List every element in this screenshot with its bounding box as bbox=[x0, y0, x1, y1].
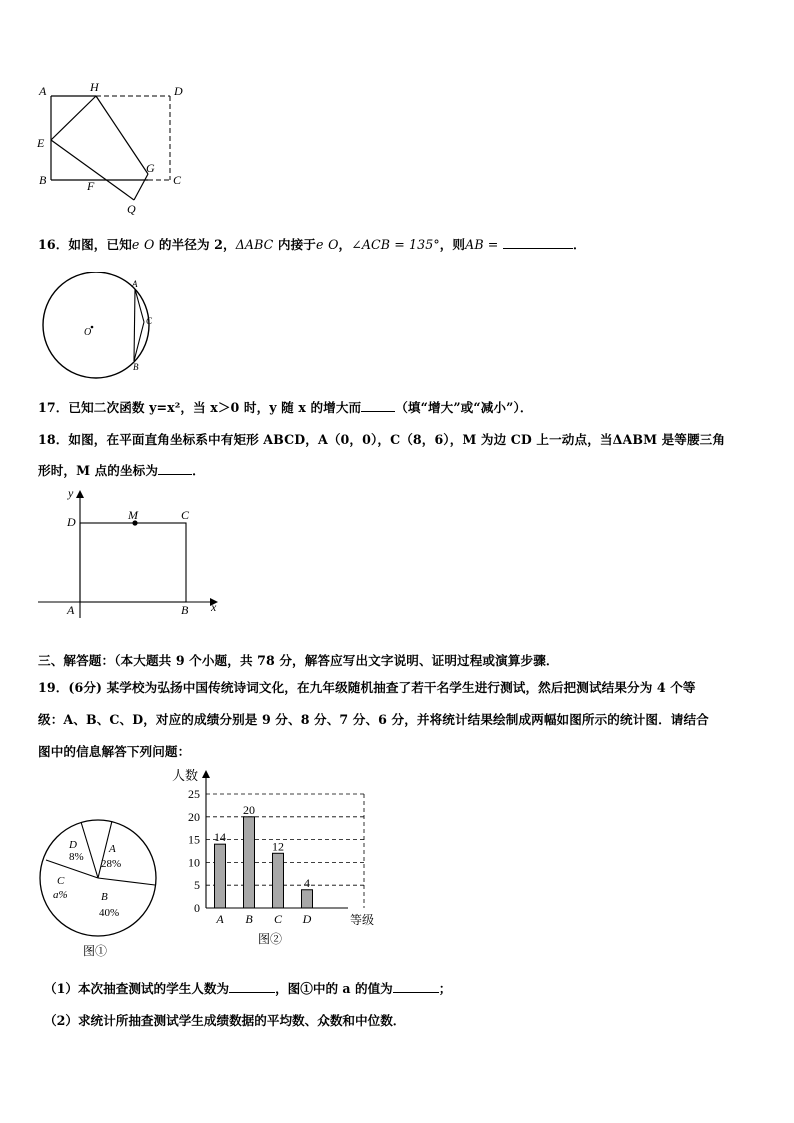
label-A: A bbox=[67, 603, 75, 617]
pie-label-A: A bbox=[109, 843, 116, 855]
label-A: A bbox=[132, 279, 138, 289]
label-B: B bbox=[39, 173, 47, 187]
y-tick-label: 5 bbox=[194, 878, 200, 893]
pie-label-B: B bbox=[101, 891, 108, 903]
section-3-heading: 三、解答题：（本大题共 9 个小题，共 78 分，解答应写出文字说明、证明过程或演算步骤． bbox=[38, 653, 559, 668]
label-C: C bbox=[173, 173, 182, 187]
y-tick-label: 10 bbox=[188, 855, 200, 870]
fold-figure bbox=[30, 78, 200, 218]
label-y: y bbox=[68, 486, 74, 500]
y-axis-arrow bbox=[202, 770, 210, 778]
x-tick-label: B bbox=[245, 912, 253, 926]
label-O: O bbox=[84, 327, 92, 338]
label-x: x bbox=[211, 600, 217, 614]
label-C: C bbox=[181, 508, 190, 522]
answer-blank-19-1[interactable] bbox=[229, 980, 275, 993]
label-D: D bbox=[67, 515, 76, 529]
y-tick-label: 20 bbox=[188, 809, 200, 824]
bar-chart bbox=[168, 762, 388, 950]
pie-label-C: C bbox=[57, 875, 65, 887]
label-E: E bbox=[37, 136, 45, 150]
bar-value-label: 20 bbox=[243, 802, 255, 817]
question-17: 17．已知二次函数 y=x²，当 x＞0 时，y 随 x 的增大而 （填“增大”或“减小”）． bbox=[38, 400, 533, 415]
pie-pct-C: a% bbox=[53, 889, 68, 901]
bar bbox=[273, 853, 284, 908]
pie-chart bbox=[38, 818, 160, 968]
x-axis-label: 等级 bbox=[350, 913, 375, 927]
answer-blank-19-2[interactable] bbox=[393, 980, 439, 993]
y-axis-label: 人数 bbox=[172, 768, 199, 783]
x-tick-label: A bbox=[216, 912, 224, 926]
label-B: B bbox=[181, 603, 189, 617]
label-M: M bbox=[128, 508, 138, 522]
coordinate-figure bbox=[34, 486, 224, 618]
pie-pct-A: 28% bbox=[101, 858, 122, 870]
x-tick-label: C bbox=[273, 912, 283, 926]
pie-label-D: D bbox=[69, 839, 77, 851]
label-B: B bbox=[133, 362, 139, 372]
bar bbox=[244, 817, 255, 908]
pie-pct-D: 8% bbox=[69, 851, 84, 863]
bar bbox=[215, 844, 226, 908]
question-18-line2: 形时，M 点的坐标为 ． bbox=[38, 463, 205, 478]
bar bbox=[302, 890, 313, 908]
fig2-caption: 图② bbox=[258, 932, 283, 946]
answer-blank-18[interactable] bbox=[158, 462, 192, 475]
question-16: 16．如图，已知e O 的半径为 2，ΔABC 内接于e O，∠ACB = 135°，则AB = ． bbox=[38, 237, 586, 252]
bar-value-label: 14 bbox=[214, 830, 226, 845]
label-C: C bbox=[146, 316, 153, 326]
label-D: D bbox=[174, 84, 183, 98]
x-tick-label: D bbox=[302, 912, 312, 926]
y-tick-label: 25 bbox=[188, 787, 200, 801]
question-19-line3: 图中的信息解答下列问题： bbox=[38, 744, 191, 759]
question-18-line1: 18．如图，在平面直角坐标系中有矩形 ABCD，A（0，0），C（8，6），M 为边 CD 上一动点，当ΔABM 是等腰三角 bbox=[38, 432, 726, 447]
label-Q: Q bbox=[127, 202, 136, 216]
y-tick-label: 15 bbox=[188, 832, 200, 847]
pie-pct-B: 40% bbox=[99, 907, 120, 919]
answer-blank-17[interactable] bbox=[361, 399, 395, 412]
label-H: H bbox=[90, 80, 99, 94]
question-19-sub1: （1）本次抽查测试的学生人数为 ，图①中的 a 的值为 ； bbox=[44, 981, 452, 996]
y-tick-label: 0 bbox=[194, 901, 200, 915]
fig1-caption: 图① bbox=[83, 944, 108, 958]
bar-value-label: 4 bbox=[304, 875, 310, 890]
answer-blank-16[interactable] bbox=[503, 236, 573, 249]
label-A: A bbox=[39, 84, 47, 98]
label-G: G bbox=[146, 161, 155, 175]
question-19-line1: 19．(6分) 某学校为弘扬中国传统诗词文化，在九年级随机抽查了若干名学生进行测试，然后把测试结果分为 4 个等 bbox=[38, 680, 696, 695]
label-F: F bbox=[87, 179, 95, 193]
circle-figure bbox=[36, 272, 166, 380]
question-19-sub2: （2）求统计所抽查测试学生成绩数据的平均数、众数和中位数． bbox=[44, 1013, 406, 1028]
question-19-line2: 级：A、B、C、D，对应的成绩分别是 9 分、8 分、7 分、6 分，并将统计结果绘制成两幅如图所示的统计图．请结合 bbox=[38, 712, 709, 727]
bar-value-label: 12 bbox=[272, 839, 284, 854]
